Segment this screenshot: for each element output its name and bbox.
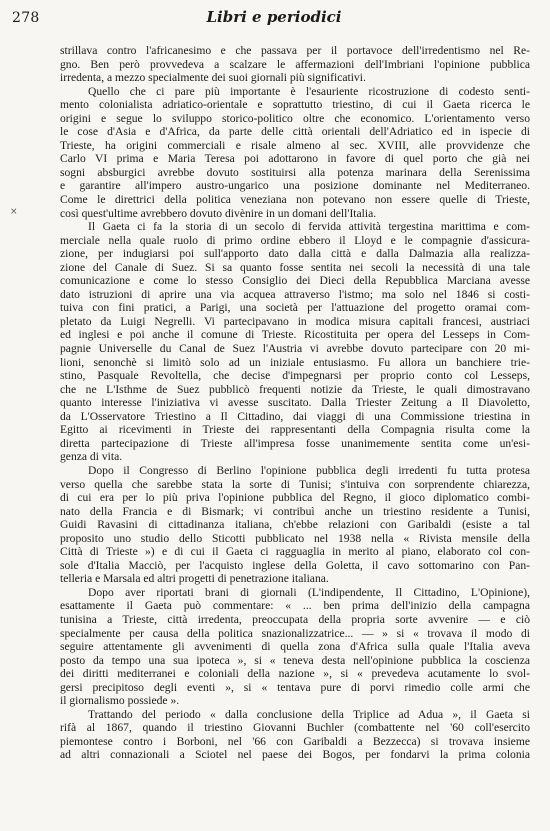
text-line: comunicazione e come lo stesso Consiglio dei Dieci della Repubblica Marciana avesse [60,274,530,288]
text-line: tunisina a Trieste, città irredenta, preoccupata della propria sorte avvenire — e ciò [60,612,530,626]
text-line: merciale nella quale ruolo di primo ordine ebbero il Lloyd e le compagnie d'assicura- [60,233,530,247]
text-line: il giornalismo possiede ». [60,694,180,708]
text-line: esattamente il Gaeta può commentare: « ... ben prima dell'inizio della campagna [60,599,530,613]
paragraph-6 [60,708,530,762]
text-line: telleria e Marsala ed altri progetti di penetrazione italiana. [60,572,329,586]
text-line: Egitto ai ricevimenti in Trieste dei rappresentanti della Compagnia risulta come la [60,423,530,437]
text-line: nato della Francia e di Bismark; vi contribuì anche un triestino residente a Tunisi, [60,504,530,518]
text-line: zione del Canale di Suez. Si sa quanto fosse sentita nei secoli la necessità di una tale [60,260,530,274]
text-line: Carlo VI prima e Maria Teresa poi adottarono in favore di quel porto che già nei [60,152,530,166]
margin-mark: × [10,207,18,217]
text-line: tuiva con fini pratici, a Parigi, una società per l'attuazione del progetto oramai com- [60,301,530,315]
paragraph-4 [60,464,530,586]
text-line: Città di Trieste ») e di cui il Gaeta ci ragguaglia in merito al piano, elaborato col con- [60,545,530,559]
text-line: proposito uno studio dello Sticotti pubblicato nel 1938 nella « Rivista mensile della [60,531,530,545]
text-line: irredenta, a mezzo specialmente dei suoi giornali più significativi. [60,71,366,85]
paragraph-1 [60,44,530,85]
text-line: strillava contro l'africanesimo e che passava per il portavoce dell'irredentismo nel Re- [60,44,530,57]
text-line: gno. Ben però provvedeva a scalzare le affermazioni dell'Imbriani l'opinione pubblica [60,57,530,71]
page-header [12,6,536,30]
text-line: zione, per indugiarsi poi sull'apporto dato dalla città e dalla Dalmazia alla realizza- [60,247,530,261]
text-line: Il Gaeta ci fa la storia di un secolo di fervida attività tergestina marittima e com- [88,220,530,234]
text-line: da L'Osservatore Triestino a Il Cittadino, dai viaggi di una Commissione triestina in [60,409,530,423]
text-line: così quest'ultime avrebbero dovuto divènire in un domani dell'Italia. [60,206,377,220]
text-line: specialmente per causa della politica snazionalizzatrice... — » si « trovava il modo di [60,626,530,640]
text-line: piemontese contro i Borboni, nel '66 con Garibaldi a Bezzecca) si trovava insieme [60,734,530,748]
paragraph-3 [60,220,530,464]
text-line: pagnie Universelle du Canal de Suez l'Austria vi avrebbe dovuto partecipare con 20 mi- [60,342,530,356]
text-line: sogni absburgici avrebbe dovuto sostituirsi alla potenza marinara della Serenissima [60,165,530,179]
text-line: seguire attentamente gli avvenimenti di quella zona d'Africa sulla quale l'Italia aveva [60,640,530,654]
running-title: Libri e periodici [206,8,342,26]
text-line: Guidi Ravasini di cittadinanza italiana, ch'ebbe relazioni con Garibaldi (esiste a tal [60,518,530,532]
text-line: dei diritti mediterranei e coloniali della nazione », si « prevedeva acutamente lo svol- [60,667,530,681]
text-line: che ne L'Isthme de Suez pubblicò frequenti notizie da Trieste, le quali dimostravano [60,382,530,396]
text-line: mento colonialista adriatico-orientale e soprattutto triestino, di cui il Gaeta ricerca le [60,98,530,112]
text-line: genza di vita. [60,450,123,464]
text-line: origini e segue lo sviluppo storico-politico oltre che economico. L'orientamento verso [60,111,530,125]
text-line: le cose d'Asia e d'Africa, da parte delle città orientali dell'Adriatico ed in ispecie di [60,125,530,139]
text-line: e garantire all'impero austro-ungarico una posizione dominante nel Mediterraneo. [60,179,530,193]
text-line: stino, Pasquale Revoltella, che decise d'impegnarsi per proprio conto col Lesseps, [60,369,530,383]
text-line: quanto interesse l'iniziativa vi avesse suscitato. Dalla Triester Zeitung a Il Diavoletto, [60,396,530,410]
text-line: Dopo aver riportati brani di giornali (L'indipendente, Il Cittadino, L'Opinione), [88,585,530,599]
paragraph-2 [60,85,530,220]
text-line: verso quella che sarebbe stata la sorte di Tunisi; s'intuiva con sorprendente chiarezza, [60,477,530,491]
text-line: di cui era per lo più priva l'opinione pubblica del Regno, il gioco diplomatico combi- [60,491,530,505]
page-number: 278 [12,10,40,26]
text-line: sole d'Italia Macciò, per l'acquisto inglese della Goletta, il cavo sottomarino con Pan- [60,558,530,572]
text-line: ad altri connazionali a Sciotel nel paese dei Bogos, per fondarvi la prima colonia [60,748,530,762]
text-line: lioni, senonchè si limitò solo ad un iniziale entusiasmo. Fu allora un banchiere trie- [60,355,530,369]
text-line: Trattando del periodo « dalla conclusione della Triplice ad Adua », il Gaeta si [88,707,530,721]
body-text [60,44,530,762]
text-line: Quello che ci pare più importante è l'esauriente ricostruzione di codesto senti- [88,84,530,98]
text-line: gersi precipitoso degli eventi », si « tentava pure di porvi rimedio colle armi che [60,680,530,694]
text-line: Dopo il Congresso di Berlino l'opinione pubblica degli irredenti fu tutta protesa [88,463,530,477]
text-line: dato istruzioni di aprire una via acquea attraverso l'istmo; ma solo nel 1846 si costi- [60,287,530,301]
text-line: ed inglesi e poi anche il comune di Trieste. Ricostituita per opera del Lesseps in Com- [60,328,530,342]
text-line: pletato da Luigi Negrelli. Vi partecipavano in modica misura capitali francesi, austriaci [60,314,530,328]
text-line: diretta partecipazione di Trieste all'impresa fosse unanimemente sentita come un'esi- [60,436,530,450]
paragraph-5 [60,586,530,708]
text-line: posto da tempo una sua ipoteca », si « teneva desta nell'opinione pubblica la coscienza [60,653,530,667]
text-line: Come le direttrici della politica veneziana non potevano non essere quelle di Trieste, [60,193,530,207]
text-line: rifà al 1867, quando il triestino Giovanni Buchler (combattente nel '60 coll'esercito [60,721,530,735]
text-line: Trieste, ha origini commerciali e risale almeno al sec. XVIII, alle provvidenze che [60,138,530,152]
